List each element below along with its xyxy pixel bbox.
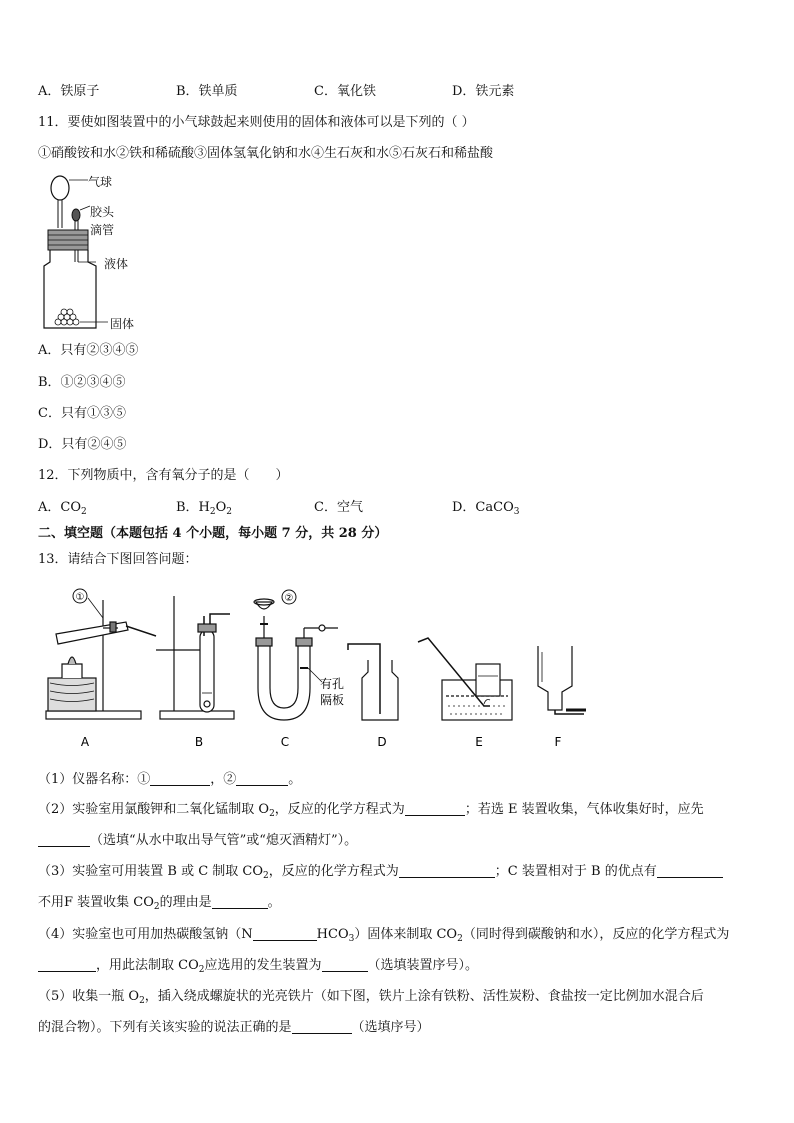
q10-option-a: A．铁原子 (38, 84, 100, 99)
mark-1: ① (75, 592, 85, 603)
q13-part1: （1）仪器名称：① ，② 。 (38, 772, 302, 787)
q13-part4-cont: ，用此法制取 $CO_2$应选用的发生装置为 （选填装置序号）。 (38, 957, 478, 975)
apparatus-a (46, 589, 156, 719)
q12-option-c: C．空气 (314, 500, 363, 515)
letter-a: A (80, 735, 90, 749)
q11-choices: ①硝酸铵和水②铁和稀硫酸③固体氢氧化钠和水④生石灰和水⑤石灰石和稀盐酸 (38, 146, 494, 161)
q13-stem: 13．请结合下图回答问题： (38, 552, 198, 567)
q11-option-a: A．只有②③④⑤ (38, 343, 139, 358)
q13-apparatus-figure (38, 588, 598, 753)
q11-option-c: C．只有①③⑤ (38, 406, 126, 421)
apparatus-f (538, 646, 586, 714)
blank-11[interactable] (292, 1019, 352, 1034)
q12-option-b: B．$H_2O_2$ (176, 500, 233, 517)
letter-f: F (554, 735, 562, 749)
plate-label-1: 有孔 (320, 677, 345, 691)
blank-9[interactable] (38, 957, 96, 972)
apparatus-b (156, 596, 234, 719)
blank-1[interactable] (150, 771, 210, 786)
q12-option-a: A．$CO_2$ (38, 500, 87, 517)
blank-2[interactable] (236, 771, 288, 786)
q13-part2-cont: （选填“从水中取出导气管”或“熄灭酒精灯”）。 (38, 832, 357, 850)
letter-d: D (377, 735, 387, 749)
q13-part3-cont: 不用F 装置收集 $CO_2$的理由是 。 (38, 895, 281, 912)
q12-stem: 12．下列物质中，含有氧分子的是（ ） (38, 468, 289, 483)
label-solid: 固体 (110, 317, 135, 331)
blank-4[interactable] (38, 832, 90, 847)
blank-8[interactable] (253, 926, 317, 941)
q13-part3: （3）实验室可用装置 B 或 C 制取 $CO_2$，反应的化学方程式为 ；C 装置相对于 B 的优点有 (38, 863, 723, 881)
q13-part5: （5）收集一瓶 $O_2$，插入绕成螺旋状的光亮铁片（如下图，铁片上涂有铁粉、活性炭粉、食盐按一定比例加水混合后 (38, 989, 704, 1006)
apparatus-d (348, 644, 398, 720)
q11-balloon-apparatus-figure (38, 170, 158, 332)
apparatus-e (418, 638, 512, 720)
blank-7[interactable] (212, 894, 268, 909)
q11-stem: 11．要使如图装置中的小气球鼓起来则使用的固体和液体可以是下列的（ ） (38, 115, 475, 130)
label-balloon: 气球 (88, 175, 113, 189)
q10-option-d: D．铁元素 (452, 84, 515, 99)
blank-10[interactable] (322, 957, 368, 972)
letter-c: C (280, 735, 290, 749)
blank-6[interactable] (657, 863, 723, 878)
letter-e: E (475, 735, 483, 749)
q10-option-b: B．铁单质 (176, 84, 238, 99)
section-heading-fill-in: 二、填空题（本题包括 4 个小题，每小题 7 分，共 28 分） (38, 526, 388, 541)
q12-option-d: D．CaCO$_3$ (452, 500, 520, 517)
plate-label-2: 隔板 (320, 693, 345, 707)
label-liquid: 液体 (104, 257, 129, 271)
blank-5[interactable] (399, 863, 495, 878)
q13-part4: （4）实验室也可用加热碳酸氢钠（N $HCO_3$）固体来制取 $CO_2$（同时得到碳酸钠和水），反应的化学方程式为 (38, 927, 730, 944)
q11-option-d: D．只有②④⑤ (38, 437, 127, 452)
mark-2: ② (284, 593, 294, 604)
q10-option-c: C．氧化铁 (314, 84, 376, 99)
q13-part2: （2）实验室用氯酸钾和二氧化锰制取 $O_2$，反应的化学方程式为 ；若选 E 装置收集，气体收集好时，应先 (38, 802, 704, 819)
label-dropper-1: 胶头 (90, 205, 115, 219)
letter-b: B (194, 735, 204, 749)
blank-3[interactable] (405, 801, 465, 816)
label-dropper-2: 滴管 (90, 223, 115, 237)
q11-option-b: B．①②③④⑤ (38, 375, 126, 390)
q13-part5-cont: 的混合物）。下列有关该实验的说法正确的是 （选填序号） (38, 1020, 430, 1035)
